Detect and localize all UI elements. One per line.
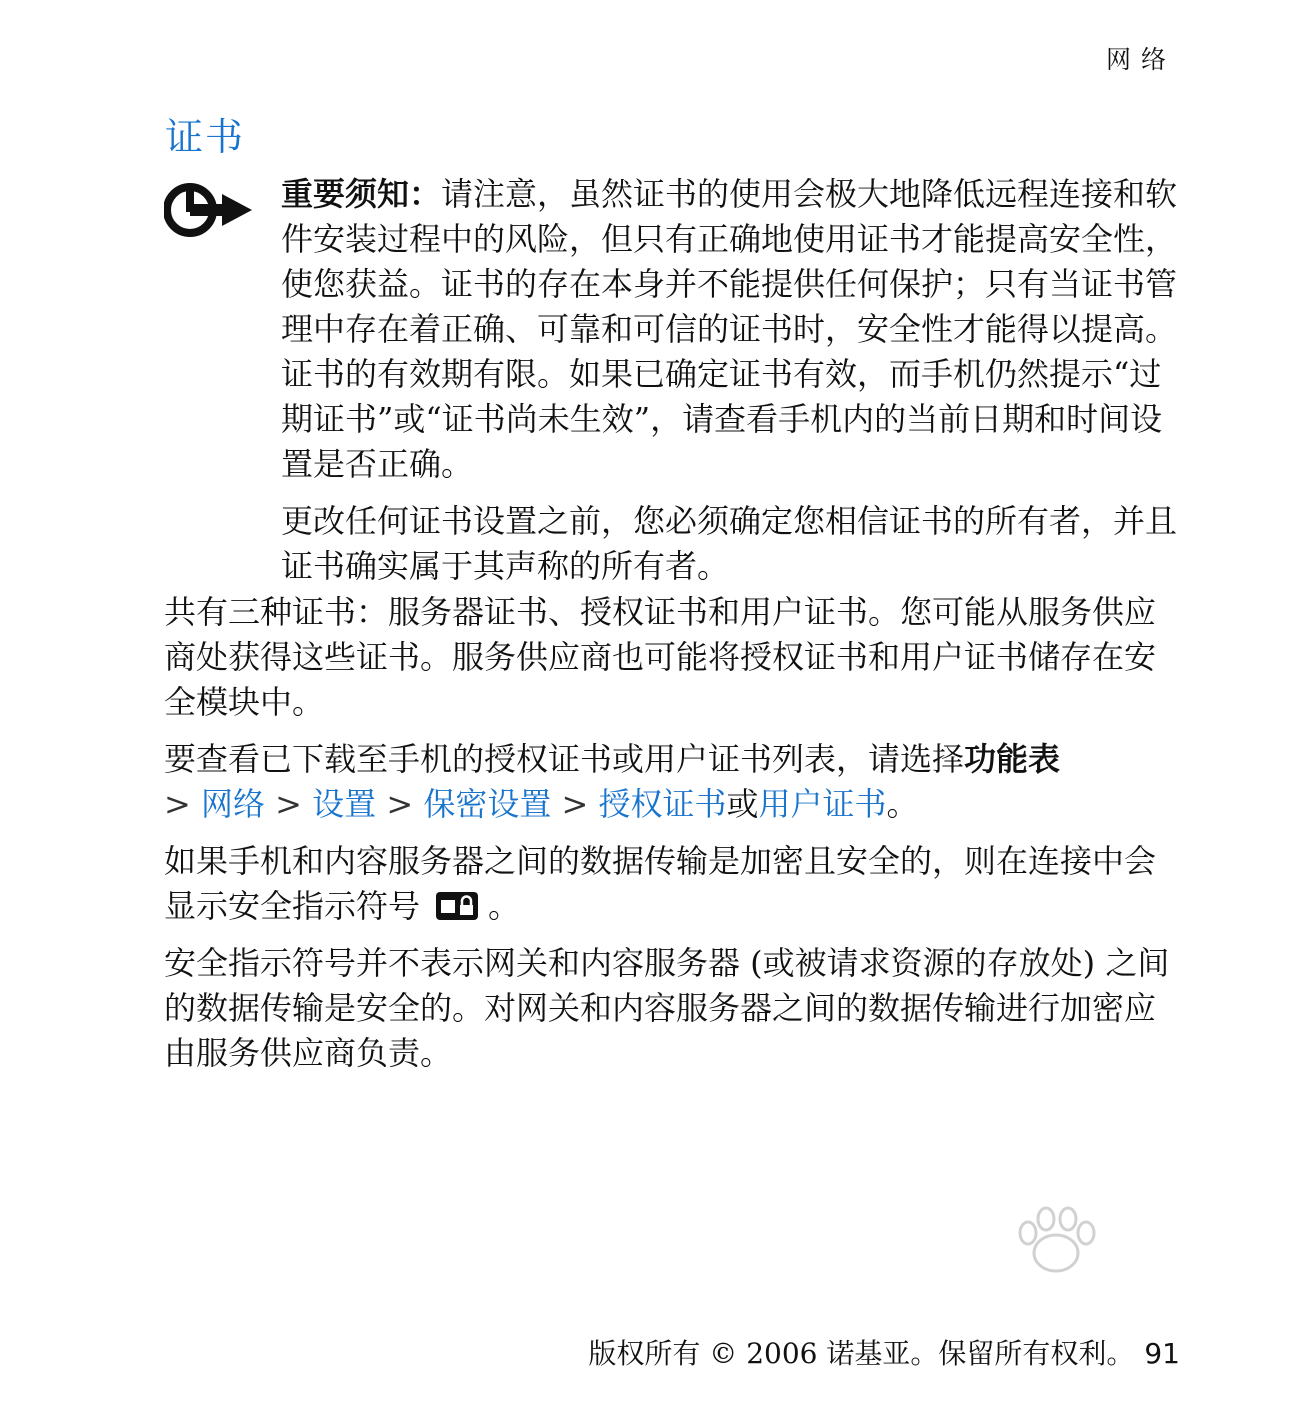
notice-label: 重要须知： <box>281 175 442 213</box>
menu-item-network: 网络 <box>200 785 265 823</box>
path-separator: > <box>164 785 191 823</box>
security-indicator-text: 如果手机和内容服务器之间的数据传输是加密且安全的，则在连接中会显示安全指示符号 <box>164 842 1157 925</box>
copyright-notice: 版权所有 © 2006 诺基亚。保留所有权利。 <box>588 1337 1135 1370</box>
menu-functions: 功能表 <box>964 740 1061 778</box>
important-notice <box>281 172 1181 589</box>
baidu-watermark <box>926 1205 1226 1345</box>
path-separator: > <box>275 785 302 823</box>
menu-path-or: 或 <box>726 785 759 823</box>
section-title: 证书 <box>165 115 246 159</box>
menu-item-settings: 设置 <box>312 785 377 823</box>
important-notice-icon <box>164 176 254 242</box>
menu-path-end: 。 <box>886 785 919 823</box>
page-number: 91 <box>1144 1337 1180 1370</box>
security-indicator-paragraph <box>164 839 1176 929</box>
notice-paragraph-1 <box>281 172 1181 487</box>
certificate-types-paragraph: 共有三种证书：服务器证书、授权证书和用户证书。您可能从服务供应商处获得这些证书。服务供应商也可能将授权证书和用户证书储存在安全模块中。 <box>164 593 1157 721</box>
page-footer <box>588 1332 1180 1372</box>
menu-item-authority-certificates: 授权证书 <box>598 785 727 823</box>
security-indicator-end: 。 <box>488 887 521 925</box>
menu-path-paragraph <box>164 737 1176 827</box>
notice-paragraph-2: 更改任何证书设置之前，您必须确定您相信证书的所有者，并且证书确实属于其声称的所有者。 <box>281 502 1178 585</box>
security-lock-icon <box>436 892 478 920</box>
path-separator: > <box>561 785 589 823</box>
menu-path-intro: 要查看已下载至手机的授权证书或用户证书列表，请选择 <box>164 740 965 778</box>
body-text <box>164 590 1176 1088</box>
gateway-security-paragraph: 安全指示符号并不表示网关和内容服务器 (或被请求资源的存放处) 之间的数据传输是安全的。对网关和内容服务器之间的数据传输进行加密应由服务供应商负责。 <box>164 944 1170 1072</box>
path-separator: > <box>386 785 414 823</box>
menu-item-user-certificates: 用户证书 <box>758 785 887 823</box>
paw-logo-icon <box>996 1205 1116 1275</box>
notice-text-1: 请注意，虽然证书的使用会极大地降低远程连接和软件安装过程中的风险，但只有正确地使用证书才能提高安全性，使您获益。证书的存在本身并不能提供任何保护；只有当证书管理中存在着正确、可靠和可信的证书时，安全性才能得以提高。证书的有效期有限。如果已确定证书有效，而手机仍然提示“过期证书”或“证书尚未生效”，请查看手机内的当前日期和时间设置是否正确。 <box>281 175 1178 483</box>
menu-item-security-settings: 保密设置 <box>423 785 552 823</box>
running-header-chapter: 网络 <box>1105 45 1176 74</box>
